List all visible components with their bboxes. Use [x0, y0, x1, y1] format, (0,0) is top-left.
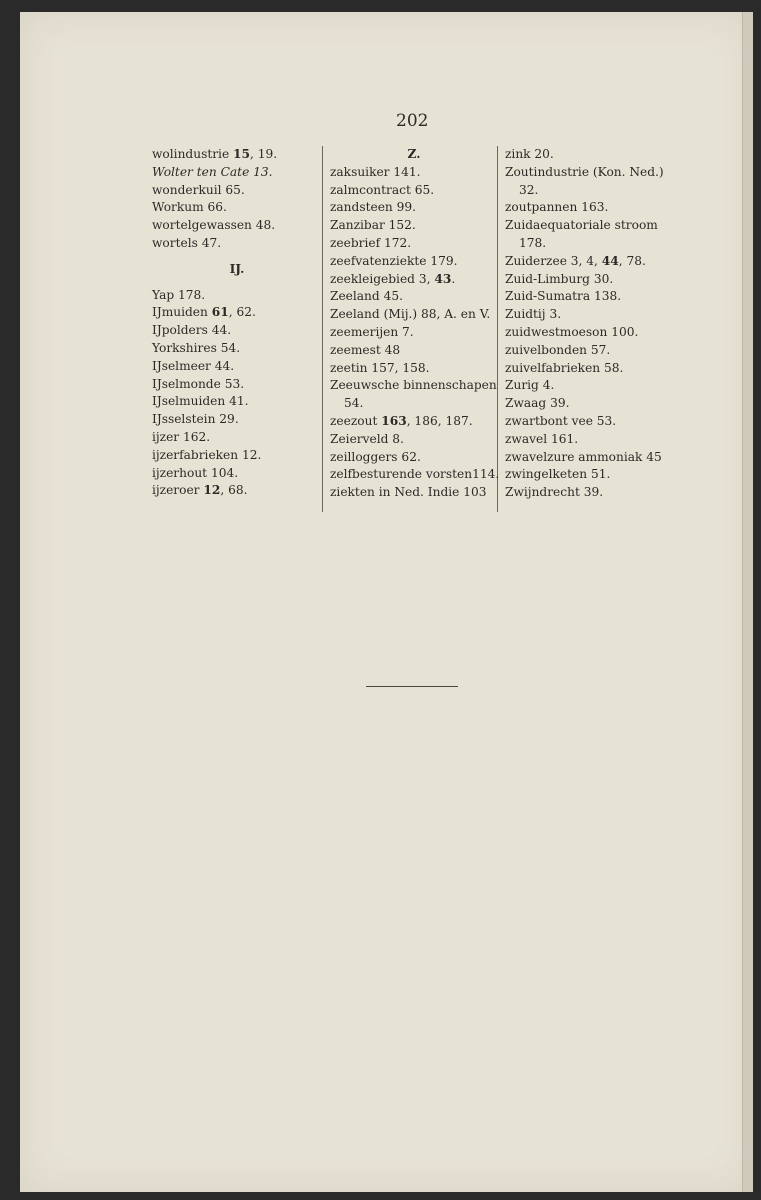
- entry-term: wortels 47.: [152, 235, 222, 250]
- entry-pages: , 62.: [228, 305, 256, 320]
- entry-pages: , 78.: [618, 253, 646, 268]
- index-entry: [330, 466, 498, 484]
- entry-term: Zuidaequatoriale stroom: [505, 218, 658, 233]
- index-entry: [505, 484, 675, 502]
- entry-term: zink 20.: [505, 147, 554, 161]
- entry-term: Wolter ten Cate 13.: [152, 164, 273, 179]
- index-entry: [505, 146, 675, 164]
- entry-term: zwingelketen 51.: [505, 467, 611, 482]
- entry-term: zuivelfabrieken 58.: [505, 360, 624, 375]
- index-entry: [152, 182, 322, 200]
- entry-term: ijzer 162.: [152, 429, 211, 444]
- entry-term: Zeeland 45.: [330, 289, 403, 304]
- index-entry: [152, 164, 322, 182]
- entry-term: IJpolders 44.: [152, 323, 232, 338]
- entry-pages: , 68.: [220, 483, 248, 498]
- index-entry: [505, 182, 675, 200]
- entry-term: zalmcontract 65.: [330, 182, 435, 197]
- entry-term: Zeierveld 8.: [330, 431, 404, 446]
- index-entry: [330, 449, 498, 467]
- column-divider-left: [322, 146, 323, 512]
- entry-term: zeebrief 172.: [330, 235, 412, 250]
- entry-term: zwavel 161.: [505, 431, 579, 446]
- entry-term: Yorkshires 54.: [152, 340, 241, 355]
- index-entry: [505, 342, 675, 360]
- entry-main-page: 43: [434, 271, 452, 286]
- index-entry: [330, 306, 498, 324]
- index-entry: [505, 271, 675, 289]
- index-column-3: [505, 146, 675, 502]
- index-entry: [152, 358, 322, 376]
- index-entry: [152, 304, 322, 322]
- entry-term: Zoutindustrie (Kon. Ned.): [505, 164, 664, 179]
- entry-term: wolindustrie: [152, 147, 234, 161]
- index-column-1: [152, 146, 322, 500]
- index-entry: [330, 484, 498, 502]
- index-entry: [505, 164, 675, 182]
- index-entry: [330, 253, 498, 271]
- index-entry: [330, 235, 498, 253]
- index-entry: [505, 449, 675, 467]
- end-rule: [366, 686, 458, 687]
- entry-term: 178.: [519, 235, 547, 250]
- index-entry: [505, 395, 675, 413]
- entry-main-page: 163: [381, 413, 407, 428]
- index-entry: [505, 199, 675, 217]
- index-entry: [505, 466, 675, 484]
- entry-term: Zuidtij 3.: [505, 307, 562, 322]
- index-entry: [505, 413, 675, 431]
- index-entry: [330, 360, 498, 378]
- entry-term: zelfbesturende vorsten114.: [330, 467, 500, 482]
- index-entry: [152, 287, 322, 305]
- index-entry: [152, 322, 322, 340]
- index-entry: [152, 376, 322, 394]
- entry-term: zaksuiker 141.: [330, 164, 421, 179]
- entry-term: zuidwestmoeson 100.: [505, 324, 639, 339]
- index-entry: [330, 431, 498, 449]
- entry-term: IJmuiden: [152, 305, 212, 320]
- entry-term: Zurig 4.: [505, 378, 555, 393]
- entry-term: ziekten in Ned. Indie 103: [330, 485, 487, 500]
- index-entry: [330, 288, 498, 306]
- index-entry: [152, 146, 322, 164]
- index-entry: [330, 199, 498, 217]
- index-entry: [152, 217, 322, 235]
- index-entry: [330, 377, 498, 395]
- index-entry: [505, 288, 675, 306]
- index-entry: [505, 324, 675, 342]
- entry-term: zwavelzure ammoniak 45: [505, 449, 662, 464]
- entry-term: zeekleigebied 3,: [330, 271, 435, 286]
- entry-term: Workum 66.: [152, 200, 227, 215]
- entry-term: Zuiderzee 3, 4,: [505, 253, 602, 268]
- page-number: 202: [396, 111, 429, 131]
- index-column-2: [330, 146, 498, 502]
- entry-term: Zuid-Sumatra 138.: [505, 289, 622, 304]
- index-entry: [152, 235, 322, 253]
- entry-pages: , 19.: [250, 147, 278, 161]
- index-entry: [505, 431, 675, 449]
- index-entry: [505, 360, 675, 378]
- index-entry: [330, 182, 498, 200]
- index-entry: [152, 482, 322, 500]
- entry-term: zeemerijen 7.: [330, 324, 414, 339]
- entry-term: wonderkuil 65.: [152, 182, 245, 197]
- entry-term: 54.: [344, 396, 364, 411]
- entry-main-page: 12: [203, 483, 221, 498]
- entry-term: IJsselstein 29.: [152, 412, 239, 427]
- index-entry: [330, 217, 498, 235]
- entry-term: wortelgewassen 48.: [152, 218, 276, 233]
- entry-term: zeetin 157, 158.: [330, 360, 430, 375]
- entry-term: ijzerhout 104.: [152, 465, 239, 480]
- entry-term: Zwaag 39.: [505, 396, 570, 411]
- entry-term: zandsteen 99.: [330, 200, 417, 215]
- index-entry: [152, 340, 322, 358]
- entry-term: Zwijndrecht 39.: [505, 485, 604, 500]
- entry-term: zeezout: [330, 413, 382, 428]
- entry-main-page: 15: [233, 147, 250, 161]
- index-entry: [505, 235, 675, 253]
- entry-term: Zeeuwsche binnenschapen: [330, 378, 497, 393]
- index-entry: [152, 465, 322, 483]
- index-entry: [330, 271, 498, 289]
- entry-term: 32.: [519, 182, 539, 197]
- index-entry: [330, 164, 498, 182]
- index-entry: [152, 429, 322, 447]
- index-entry: [505, 217, 675, 235]
- index-entry: [505, 377, 675, 395]
- entry-term: Yap 178.: [152, 287, 206, 302]
- index-entry: [152, 199, 322, 217]
- entry-term: ijzeroer: [152, 483, 204, 498]
- index-entry: [330, 413, 498, 431]
- index-entry: [330, 342, 498, 360]
- entry-pages: , 186, 187.: [406, 413, 473, 428]
- index-entry: [505, 253, 675, 271]
- entry-term: Zeeland (Mij.) 88, A. en V.: [330, 307, 491, 322]
- entry-term: zoutpannen 163.: [505, 200, 609, 215]
- entry-term: zwartbont vee 53.: [505, 413, 617, 428]
- entry-term: Zuid-Limburg 30.: [505, 271, 614, 286]
- entry-main-page: 44: [601, 253, 619, 268]
- index-entry: [152, 393, 322, 411]
- index-entry: [152, 411, 322, 429]
- index-entry: [330, 395, 498, 413]
- entry-term: zeilloggers 62.: [330, 449, 421, 464]
- entry-term: IJselmeer 44.: [152, 358, 235, 373]
- index-entry: [330, 324, 498, 342]
- entry-term: IJselmonde 53.: [152, 376, 245, 391]
- entry-pages: .: [451, 271, 456, 286]
- page-edge: [742, 12, 753, 1192]
- entry-term: zeefvatenziekte 179.: [330, 253, 458, 268]
- entry-term: IJselmuiden 41.: [152, 394, 249, 409]
- section-heading-ij: IJ.: [229, 261, 245, 276]
- index-entry: [152, 447, 322, 465]
- entry-term: ijzerfabrieken 12.: [152, 447, 262, 462]
- entry-term: zuivelbonden 57.: [505, 342, 611, 357]
- index-entry: [505, 306, 675, 324]
- entry-main-page: 61: [211, 305, 229, 320]
- section-heading-z: Z.: [407, 147, 421, 161]
- entry-term: zeemest 48: [330, 342, 401, 357]
- entry-term: Zanzibar 152.: [330, 218, 416, 233]
